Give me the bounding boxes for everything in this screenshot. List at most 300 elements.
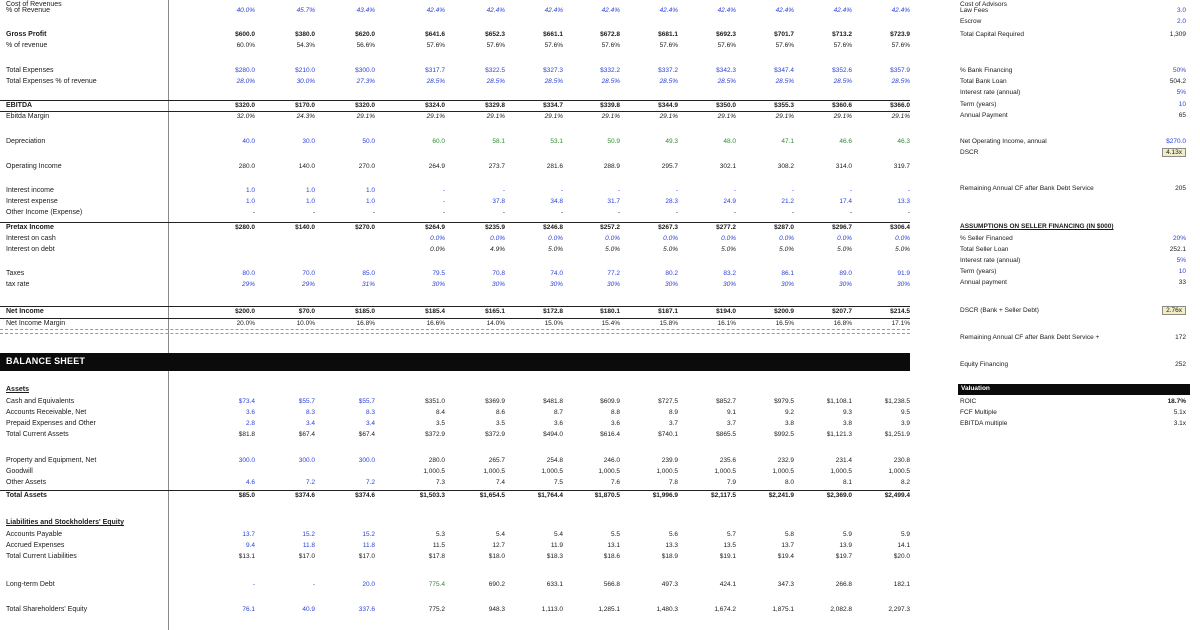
cell[interactable]: $280.0: [235, 224, 255, 231]
cell[interactable]: $210.0: [295, 67, 315, 74]
row-label[interactable]: Total Current Liabilities: [6, 553, 77, 560]
row-label[interactable]: Prepaid Expenses and Other: [6, 420, 96, 427]
cell[interactable]: $369.9: [485, 398, 505, 405]
cell[interactable]: 1,000.5: [830, 468, 852, 475]
assumption-label[interactable]: DSCR: [960, 149, 979, 156]
cell[interactable]: 8.4: [435, 409, 445, 416]
assumption-label[interactable]: Term (years): [960, 268, 997, 275]
cell[interactable]: 0.0%: [548, 235, 563, 242]
cell[interactable]: 314.0: [835, 163, 852, 170]
assumption-label[interactable]: Law Fees: [960, 7, 989, 14]
cell[interactable]: -: [675, 187, 678, 194]
assumption-value[interactable]: 252.1: [1169, 246, 1186, 253]
cell[interactable]: 5.0%: [779, 246, 794, 253]
cell[interactable]: 15.2: [362, 531, 375, 538]
cell[interactable]: 13.3: [897, 198, 910, 205]
cell[interactable]: 31.7: [607, 198, 620, 205]
cell[interactable]: 29.1%: [486, 113, 505, 120]
cell[interactable]: $852.7: [716, 398, 736, 405]
cell[interactable]: $200.0: [235, 308, 255, 315]
cell[interactable]: $661.1: [543, 31, 563, 38]
row-label[interactable]: Interest income: [6, 187, 54, 194]
row-label[interactable]: tax rate: [6, 281, 30, 288]
cell[interactable]: 1,000.5: [656, 468, 678, 475]
cell[interactable]: $380.0: [295, 31, 315, 38]
cell[interactable]: 60.0%: [236, 42, 255, 49]
cell[interactable]: $257.2: [600, 224, 620, 231]
cell[interactable]: 42.4%: [717, 7, 736, 14]
cell[interactable]: 3.8: [784, 420, 794, 427]
cell[interactable]: -: [733, 187, 736, 194]
cell[interactable]: 49.3: [665, 138, 678, 145]
cell[interactable]: 497.3: [661, 581, 678, 588]
row-label[interactable]: Total Shareholders' Equity: [6, 606, 88, 613]
cell[interactable]: 231.4: [835, 457, 852, 464]
cell[interactable]: -: [617, 209, 620, 216]
cell[interactable]: $600.0: [235, 31, 255, 38]
cell[interactable]: $280.0: [235, 67, 255, 74]
assumption-label[interactable]: Total Bank Loan: [960, 78, 1007, 85]
row-label[interactable]: Total Assets: [6, 492, 47, 499]
row-label[interactable]: Other Assets: [6, 479, 47, 486]
cell[interactable]: $1,996.9: [652, 492, 678, 499]
cell[interactable]: 7.5: [553, 479, 563, 486]
cell[interactable]: $2,241.9: [768, 492, 794, 499]
cell[interactable]: 337.6: [358, 606, 375, 613]
cell[interactable]: 12.7: [492, 542, 505, 549]
cell[interactable]: 4.6: [245, 479, 255, 486]
cell[interactable]: 1,000.5: [541, 468, 563, 475]
cell[interactable]: 57.6%: [833, 42, 852, 49]
cell[interactable]: $18.6: [603, 553, 620, 560]
cell[interactable]: $723.9: [890, 31, 910, 38]
cell[interactable]: $347.4: [774, 67, 794, 74]
cell[interactable]: 31%: [361, 281, 375, 288]
cell[interactable]: 5.0%: [548, 246, 563, 253]
cell[interactable]: 3.6: [610, 420, 620, 427]
cell[interactable]: -: [675, 209, 678, 216]
cell[interactable]: 29.1%: [717, 113, 736, 120]
row-label[interactable]: Long-term Debt: [6, 581, 55, 588]
cell[interactable]: 21.2: [781, 198, 794, 205]
assumption-value[interactable]: 205: [1175, 185, 1186, 192]
cell[interactable]: $165.1: [485, 308, 505, 315]
cell[interactable]: $332.2: [600, 67, 620, 74]
cell[interactable]: $264.9: [425, 224, 445, 231]
cell[interactable]: $342.3: [716, 67, 736, 74]
cell[interactable]: -: [442, 209, 445, 216]
cell[interactable]: 9.5: [900, 409, 910, 416]
cell[interactable]: $616.4: [600, 431, 620, 438]
cell[interactable]: $481.8: [543, 398, 563, 405]
cell[interactable]: 15.4%: [601, 320, 620, 327]
cell[interactable]: 775.2: [428, 606, 445, 613]
cell[interactable]: -: [252, 581, 255, 588]
cell[interactable]: 4.9%: [490, 246, 505, 253]
cell[interactable]: 266.8: [835, 581, 852, 588]
cell[interactable]: 239.9: [661, 457, 678, 464]
cell[interactable]: $320.0: [355, 102, 375, 109]
cell[interactable]: $55.7: [298, 398, 315, 405]
cell[interactable]: $324.0: [425, 102, 445, 109]
cell[interactable]: 302.1: [719, 163, 736, 170]
cell[interactable]: $172.8: [543, 308, 563, 315]
cell[interactable]: 11.9: [550, 542, 563, 549]
cell[interactable]: 29.1%: [775, 113, 794, 120]
cell[interactable]: 28.5%: [717, 78, 736, 85]
cell[interactable]: 11.5: [432, 542, 445, 549]
cell[interactable]: $1,238.5: [884, 398, 910, 405]
cell[interactable]: -: [791, 209, 794, 216]
cell[interactable]: 1.0: [245, 198, 255, 205]
cell[interactable]: 30%: [722, 281, 736, 288]
cell[interactable]: $681.1: [658, 31, 678, 38]
assumption-value[interactable]: 2.76x: [1162, 306, 1186, 315]
cell[interactable]: 9.3: [842, 409, 852, 416]
cell[interactable]: 29.1%: [426, 113, 445, 120]
cell[interactable]: 246.0: [603, 457, 620, 464]
cell[interactable]: $18.9: [661, 553, 678, 560]
cell[interactable]: 5.8: [784, 531, 794, 538]
row-label[interactable]: Interest expense: [6, 198, 58, 205]
cell[interactable]: 37.8: [492, 198, 505, 205]
cell[interactable]: $300.0: [355, 67, 375, 74]
cell[interactable]: $180.1: [600, 308, 620, 315]
cell[interactable]: 86.1: [781, 270, 794, 277]
cell[interactable]: 3.6: [245, 409, 255, 416]
cell[interactable]: 29%: [301, 281, 315, 288]
cell[interactable]: 1.0: [365, 198, 375, 205]
cell[interactable]: 230.8: [893, 457, 910, 464]
cell[interactable]: 300.0: [298, 457, 315, 464]
assumption-label[interactable]: Cost of Advisors: [960, 1, 1007, 8]
cell[interactable]: 30%: [431, 281, 445, 288]
assumption-label[interactable]: % Seller Financed: [960, 235, 1013, 242]
assumption-value[interactable]: 20%: [1172, 235, 1186, 242]
cell[interactable]: $979.5: [774, 398, 794, 405]
cell[interactable]: 42.4%: [426, 7, 445, 14]
cell[interactable]: $609.9: [600, 398, 620, 405]
cell[interactable]: $2,499.4: [884, 492, 910, 499]
cell[interactable]: 13.5: [723, 542, 736, 549]
cell[interactable]: 3.4: [305, 420, 315, 427]
cell[interactable]: $235.9: [485, 224, 505, 231]
cell[interactable]: 30%: [664, 281, 678, 288]
cell[interactable]: $329.8: [485, 102, 505, 109]
cell[interactable]: 14.1: [897, 542, 910, 549]
cell[interactable]: 8.8: [610, 409, 620, 416]
cell[interactable]: 29.1%: [544, 113, 563, 120]
cell[interactable]: $17.0: [358, 553, 375, 560]
cell[interactable]: 70.8: [492, 270, 505, 277]
cell[interactable]: $1,121.3: [826, 431, 852, 438]
cell[interactable]: 690.2: [488, 581, 505, 588]
cell[interactable]: 58.1: [492, 138, 505, 145]
cell[interactable]: $1,654.5: [479, 492, 505, 499]
row-label[interactable]: Interest on cash: [6, 235, 56, 242]
cell[interactable]: $372.9: [485, 431, 505, 438]
cell[interactable]: 57.6%: [891, 42, 910, 49]
cell[interactable]: 300.0: [358, 457, 375, 464]
cell[interactable]: $185.0: [355, 308, 375, 315]
cell[interactable]: 79.5: [432, 270, 445, 277]
cell[interactable]: 1,674.2: [714, 606, 736, 613]
cell[interactable]: 42.4%: [486, 7, 505, 14]
cell[interactable]: $350.0: [716, 102, 736, 109]
cell[interactable]: $70.0: [298, 308, 315, 315]
cell[interactable]: $13.1: [238, 553, 255, 560]
cell[interactable]: 30%: [896, 281, 910, 288]
cell[interactable]: 30%: [491, 281, 505, 288]
assumption-label[interactable]: Escrow: [960, 18, 982, 25]
row-label[interactable]: Accounts Receivable, Net: [6, 409, 87, 416]
assumption-value[interactable]: $270.0: [1166, 138, 1186, 145]
cell[interactable]: $296.7: [832, 224, 852, 231]
cell[interactable]: $339.8: [600, 102, 620, 109]
cell[interactable]: 0.0%: [430, 235, 445, 242]
cell[interactable]: 1,113.0: [541, 606, 563, 613]
cell[interactable]: $306.4: [890, 224, 910, 231]
cell[interactable]: 633.1: [546, 581, 563, 588]
cell[interactable]: $2,117.5: [711, 492, 736, 499]
cell[interactable]: 13.3: [665, 542, 678, 549]
cell[interactable]: -: [502, 209, 505, 216]
row-label[interactable]: Accounts Payable: [6, 531, 63, 538]
cell[interactable]: -: [617, 187, 620, 194]
cell[interactable]: 1.0: [365, 187, 375, 194]
cell[interactable]: 17.4: [839, 198, 852, 205]
assumption-value[interactable]: 5%: [1176, 257, 1186, 264]
row-label[interactable]: % of Revenue: [6, 7, 50, 14]
cell[interactable]: $81.8: [238, 431, 255, 438]
cell[interactable]: -: [907, 209, 910, 216]
cell[interactable]: 16.8%: [356, 320, 375, 327]
cell[interactable]: 30%: [606, 281, 620, 288]
cell[interactable]: $322.5: [485, 67, 505, 74]
cell[interactable]: 300.0: [238, 457, 255, 464]
cell[interactable]: $366.0: [890, 102, 910, 109]
row-label[interactable]: Taxes: [6, 270, 25, 277]
cell[interactable]: 50.9: [607, 138, 620, 145]
cell[interactable]: 89.0: [839, 270, 852, 277]
cell[interactable]: 1.0: [305, 198, 315, 205]
cell[interactable]: 29.1%: [356, 113, 375, 120]
cell[interactable]: 7.9: [726, 479, 736, 486]
cell[interactable]: 5.7: [726, 531, 736, 538]
cell[interactable]: 57.6%: [426, 42, 445, 49]
assumption-label[interactable]: ROIC: [960, 398, 977, 405]
cell[interactable]: $620.0: [355, 31, 375, 38]
cell[interactable]: 40.9: [302, 606, 315, 613]
cell[interactable]: 7.6: [610, 479, 620, 486]
cell[interactable]: $73.4: [238, 398, 255, 405]
cell[interactable]: 85.0: [362, 270, 375, 277]
cell[interactable]: 5.4: [495, 531, 505, 538]
assumption-value[interactable]: 2.0: [1176, 18, 1186, 25]
cell[interactable]: 8.3: [365, 409, 375, 416]
cell[interactable]: 28.3: [665, 198, 678, 205]
cell[interactable]: -: [502, 187, 505, 194]
cell[interactable]: 28.0%: [236, 78, 255, 85]
assumption-value[interactable]: 172: [1175, 334, 1186, 341]
cell[interactable]: $1,870.5: [594, 492, 620, 499]
cell[interactable]: 270.0: [358, 163, 375, 170]
cell[interactable]: -: [372, 209, 375, 216]
cell[interactable]: 42.4%: [891, 7, 910, 14]
row-label[interactable]: EBITDA: [6, 102, 33, 109]
assumption-value[interactable]: 252: [1175, 361, 1186, 368]
cell[interactable]: 28.5%: [544, 78, 563, 85]
cell[interactable]: $1,503.3: [419, 492, 445, 499]
assumption-value[interactable]: 1,309: [1169, 31, 1186, 38]
cell[interactable]: 295.7: [661, 163, 678, 170]
cell[interactable]: -: [560, 209, 563, 216]
cell[interactable]: $374.6: [295, 492, 315, 499]
cell[interactable]: 16.1%: [717, 320, 736, 327]
assumption-label[interactable]: Net Operating Income, annual: [960, 138, 1047, 145]
cell[interactable]: $360.6: [832, 102, 852, 109]
cell[interactable]: 0.0%: [605, 235, 620, 242]
assumption-label[interactable]: Annual payment: [960, 279, 1007, 286]
cell[interactable]: $352.6: [832, 67, 852, 74]
cell[interactable]: -: [849, 209, 852, 216]
assumption-label[interactable]: Interest rate (annual): [960, 257, 1021, 264]
cell[interactable]: 15.8%: [659, 320, 678, 327]
cell[interactable]: 7.3: [435, 479, 445, 486]
cell[interactable]: 280.0: [238, 163, 255, 170]
cell[interactable]: 0.0%: [895, 235, 910, 242]
cell[interactable]: 254.8: [546, 457, 563, 464]
cell[interactable]: 80.0: [242, 270, 255, 277]
assumption-label[interactable]: Remaining Annual CF after Bank Debt Service +: [960, 334, 1100, 341]
cell[interactable]: 30.0: [302, 138, 315, 145]
cell[interactable]: 3.7: [668, 420, 678, 427]
cell[interactable]: $692.3: [716, 31, 736, 38]
cell[interactable]: 50.0: [362, 138, 375, 145]
row-label[interactable]: Property and Equipment, Net: [6, 457, 97, 464]
cell[interactable]: 24.3%: [296, 113, 315, 120]
cell[interactable]: 42.4%: [775, 7, 794, 14]
row-label[interactable]: Goodwill: [6, 468, 33, 475]
cell[interactable]: 3.6: [553, 420, 563, 427]
cell[interactable]: 2.8: [245, 420, 255, 427]
cell[interactable]: 56.6%: [356, 42, 375, 49]
cell[interactable]: $200.9: [774, 308, 794, 315]
cell[interactable]: $1,108.1: [826, 398, 852, 405]
cell[interactable]: 8.9: [668, 409, 678, 416]
cell[interactable]: 5.6: [668, 531, 678, 538]
row-label[interactable]: Total Expenses: [6, 67, 54, 74]
cell[interactable]: 45.7%: [296, 7, 315, 14]
cell[interactable]: 7.2: [305, 479, 315, 486]
cell[interactable]: 57.6%: [601, 42, 620, 49]
assumption-label[interactable]: Equity Financing: [960, 361, 1009, 368]
cell[interactable]: -: [733, 209, 736, 216]
cell[interactable]: $2,369.0: [826, 492, 852, 499]
cell[interactable]: 182.1: [893, 581, 910, 588]
cell[interactable]: 0.0%: [430, 246, 445, 253]
cell[interactable]: 1,000.5: [772, 468, 794, 475]
row-label[interactable]: Net Income Margin: [6, 320, 66, 327]
cell[interactable]: $372.9: [425, 431, 445, 438]
cell[interactable]: $214.5: [890, 308, 910, 315]
cell[interactable]: $327.3: [543, 67, 563, 74]
cell[interactable]: 46.6: [839, 138, 852, 145]
cell[interactable]: 7.8: [668, 479, 678, 486]
cell[interactable]: 11.8: [362, 542, 375, 549]
row-label[interactable]: Assets: [6, 386, 29, 393]
cell[interactable]: 0.0%: [721, 235, 736, 242]
cell[interactable]: 42.4%: [544, 7, 563, 14]
cell[interactable]: 5.9: [842, 531, 852, 538]
cell[interactable]: 0.0%: [663, 235, 678, 242]
cell[interactable]: 1.0: [305, 187, 315, 194]
row-label[interactable]: Total Expenses % of revenue: [6, 78, 97, 85]
cell[interactable]: 17.1%: [891, 320, 910, 327]
row-label[interactable]: Other Income (Expense): [6, 209, 83, 216]
cell[interactable]: 424.1: [719, 581, 736, 588]
cell[interactable]: 30%: [780, 281, 794, 288]
cell[interactable]: 30.0%: [296, 78, 315, 85]
row-label[interactable]: Total Current Assets: [6, 431, 69, 438]
cell[interactable]: 16.8%: [833, 320, 852, 327]
cell[interactable]: $701.7: [774, 31, 794, 38]
cell[interactable]: 11.8: [302, 542, 315, 549]
cell[interactable]: 32.0%: [236, 113, 255, 120]
cell[interactable]: $351.0: [425, 398, 445, 405]
cell[interactable]: $652.3: [485, 31, 505, 38]
cell[interactable]: $374.6: [355, 492, 375, 499]
cell[interactable]: 265.7: [488, 457, 505, 464]
cell[interactable]: 3.5: [435, 420, 445, 427]
cell[interactable]: 46.3: [897, 138, 910, 145]
cell[interactable]: -: [252, 209, 255, 216]
cell[interactable]: -: [791, 187, 794, 194]
cell[interactable]: 29.1%: [601, 113, 620, 120]
cell[interactable]: 24.9: [723, 198, 736, 205]
cell[interactable]: 57.6%: [544, 42, 563, 49]
cell[interactable]: 29.1%: [659, 113, 678, 120]
cell[interactable]: $19.4: [777, 553, 794, 560]
row-label[interactable]: Depreciation: [6, 138, 46, 145]
cell[interactable]: 48.0: [723, 138, 736, 145]
cell[interactable]: $355.3: [774, 102, 794, 109]
cell[interactable]: 80.2: [665, 270, 678, 277]
cell[interactable]: $337.2: [658, 67, 678, 74]
cell[interactable]: $494.0: [543, 431, 563, 438]
assumption-label[interactable]: Annual Payment: [960, 112, 1008, 119]
cell[interactable]: $357.9: [890, 67, 910, 74]
cell[interactable]: 28.5%: [426, 78, 445, 85]
cell[interactable]: 5.0%: [837, 246, 852, 253]
row-label[interactable]: Gross Profit: [6, 31, 47, 38]
assumption-value[interactable]: 10: [1178, 268, 1186, 275]
cell[interactable]: 235.6: [719, 457, 736, 464]
cell[interactable]: $18.0: [488, 553, 505, 560]
cell[interactable]: 16.6%: [426, 320, 445, 327]
cell[interactable]: $140.0: [295, 224, 315, 231]
cell[interactable]: 1,285.1: [598, 606, 620, 613]
cell[interactable]: 43.4%: [356, 7, 375, 14]
cell[interactable]: $672.8: [600, 31, 620, 38]
assumption-label[interactable]: ASSUMPTIONS ON SELLER FINANCING (IN $000): [960, 223, 1114, 230]
cell[interactable]: 16.5%: [775, 320, 794, 327]
cell[interactable]: $740.1: [658, 431, 678, 438]
cell[interactable]: $320.0: [235, 102, 255, 109]
cell[interactable]: 40.0%: [236, 7, 255, 14]
row-label[interactable]: Liabilities and Stockholders' Equity: [6, 519, 124, 526]
cell[interactable]: $19.7: [835, 553, 852, 560]
